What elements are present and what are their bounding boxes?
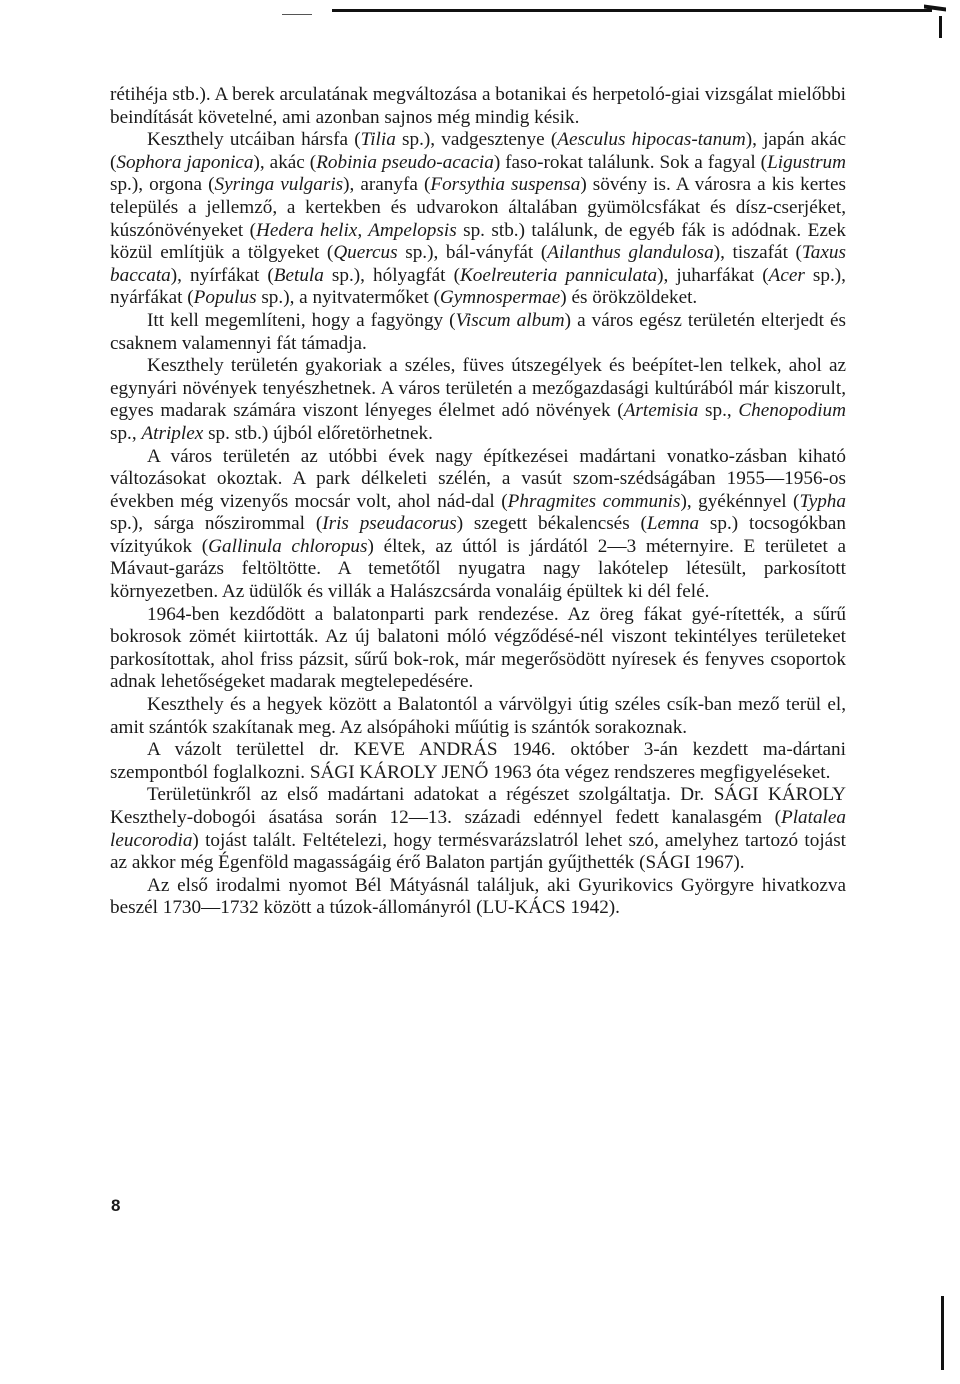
text-run: sp.), bál-ványfát (: [397, 242, 548, 264]
text-run: sp.) tocsogókban vízityúkok (: [110, 513, 846, 557]
italic-text: Koelreuteria panniculata: [460, 264, 658, 286]
italic-text: Sophora japonica: [116, 151, 254, 173]
italic-text: Platalea leucorodia: [110, 807, 846, 851]
page-number: 8: [111, 1196, 121, 1215]
paragraph: [110, 784, 846, 874]
paragraph: [110, 739, 846, 784]
italic-text: Hedera helix, Ampelopsis: [256, 219, 457, 241]
italic-text: Robinia pseudo-acacia: [316, 151, 494, 173]
italic-text: Phragmites communis: [507, 490, 681, 512]
text-run: ), aranyfa (: [343, 174, 431, 196]
paragraph: [110, 310, 846, 355]
italic-text: Tilia: [360, 129, 396, 151]
text-run: Az első irodalmi nyomot Bél Mátyásnál találjuk, aki Gyurikovics Györgyre hivatkozva beszél 1730—1732 között a túzok-állományról (LU-KÁCS 1942).: [110, 874, 846, 919]
italic-text: Betula: [273, 264, 324, 286]
text-run: sp.), hólyagfát (: [323, 264, 460, 286]
italic-text: Populus: [193, 287, 257, 309]
text-run: ) faso-rokat találunk. Sok a fagyal (: [493, 151, 768, 173]
italic-text: Chenopodium: [738, 400, 847, 422]
header-rule: [332, 9, 932, 12]
paragraph: [110, 446, 846, 604]
text-run: sp.,: [698, 400, 739, 422]
text-run: ) szegett békalencsés (: [456, 513, 647, 535]
text-run: ) a város egész területén elterjedt és csaknem valamennyi fát támadja.: [110, 309, 846, 354]
italic-text: Atriplex: [141, 422, 204, 444]
text-run: sp.), nyárfákat (: [110, 264, 846, 309]
text-run: A város területén az utóbbi évek nagy építkezései madártani vonatko-zásban kiható változásokat okoztak. A park délkeleti szélén, a vasút szom-szédságában 1955—1956-os években még vizenyős mocsár volt, ahol nád-dal (: [110, 445, 846, 512]
text-run: sp. stb.) találunk, de egyéb fák is adódnak. Ezek közül említjük a tölgyeket (: [110, 219, 846, 264]
italic-text: Aesculus hipocas-tanum: [557, 129, 746, 151]
text-run: 1964-ben kezdődött a balatonparti park rendezése. Az öreg fákat gyé-rítették, a sűrű bokrosok zömét kiirtották. Az új balatoni móló végződésé-nél viszont tekintélyes területeket parkosítottak, ahol friss pázsit, sűrű bok-rok, már megerősödött nyíresek és fenyves csoportok adnak lehetőségeket madarak megtelepedésére.: [110, 603, 846, 693]
scan-mark-top: [939, 16, 942, 38]
text-run: Keszthely területén gyakoriak a széles, füves útszegélyek és beépítet-len telkek, ahol az egynyári növények tenyészhetnek. A város területén a mezőgazdasági kultúrából már kiszorult, egyes madarak számára viszont lényeges élelmet adó növények (: [110, 355, 846, 422]
paragraph: [110, 604, 846, 694]
italic-text: Artemisia: [623, 400, 699, 422]
page-body-text: [110, 84, 846, 920]
text-run: ), japán akác (: [110, 129, 846, 173]
italic-text: Gymnospermae: [439, 287, 561, 309]
italic-text: Viscum album: [455, 309, 565, 331]
paragraph: [110, 875, 846, 920]
text-run: A vázolt területtel dr. KEVE ANDRÁS 1946. október 3-án kezdett ma-dártani szempontból foglalkozni. SÁGI KÁROLY JENŐ 1963 óta végez rendszeres megfigyeléseket.: [110, 739, 846, 783]
text-run: ), tiszafát (: [713, 242, 802, 264]
text-run: sp.,: [110, 422, 142, 444]
paragraph: [110, 129, 846, 310]
text-run: Keszthely és a hegyek között a Balatontól a várvölgyi útig széles csík-ban mező terül el, amit szántók szakítanak meg. Az alsópáhoki műútig is szántók sorakoznak.: [110, 694, 846, 738]
italic-text: Ailanthus glandulosa: [547, 242, 714, 264]
italic-text: Lemna: [646, 513, 700, 535]
italic-text: Taxus baccata: [110, 242, 846, 286]
text-run: ), akác (: [253, 151, 317, 173]
paragraph: [110, 84, 846, 129]
text-run: ) éltek, az úttól is járdától 2—3 méternyire. E területet a Mávaut-garázs feltöltötte. A temetőtől nyugatra nagy lakótelep létesült, parkosított környezetben. Az üdülők és villák a Halászcsárda vonaláig épültek ki dél felé.: [110, 535, 846, 603]
header-rule-short: [282, 14, 312, 15]
text-run: ) tojást talált. Feltételezi, hogy termésvarázslatról lehet szó, amelyhez tartozó tojást az akkor még Égenföld magasságáig érő Balaton partján gyűjthették (SÁGI 1967).: [110, 829, 846, 874]
text-run: sp.), a nyitvatermőket (: [256, 287, 440, 309]
italic-text: Iris pseudacorus: [322, 513, 457, 535]
text-run: ), nyírfákat (: [170, 264, 274, 286]
text-run: ), gyékénnyel (: [680, 490, 800, 512]
paragraph: [110, 355, 846, 445]
text-run: ), juharfákat (: [657, 264, 769, 286]
text-run: ) sövény is. A városra a kis kertes település a jellemző, a kertekben és udvarokon általában gyümölcsfákat és dísz-cserjéket, kúszónövényeket (: [110, 174, 846, 241]
italic-text: Acer: [768, 264, 805, 286]
text-run: sp.), vadgesztenye (: [395, 129, 558, 151]
italic-text: Gallinula chloropus: [208, 535, 368, 557]
italic-text: Typha: [799, 490, 846, 512]
text-run: Területünkről az első madártani adatokat a régészet szolgáltatja. Dr. SÁGI KÁROLY Keszthely-dobogói ásatása során 12—13. századi edénnyel fedett kanalasgém (: [110, 784, 846, 828]
text-run: rétihéja stb.). A berek arculatának megváltozása a botanikai és herpetoló-giai vizsgálat mielőbbi beindítását követelné, ami azonban sajnos még mindig késik.: [110, 84, 846, 128]
italic-text: Forsythia suspensa: [430, 174, 581, 196]
text-run: sp.), sárga nőszirommal (: [110, 513, 323, 535]
text-run: ) és örökzöldeket.: [560, 287, 698, 309]
scan-mark-bottom: [941, 1296, 944, 1370]
text-run: Keszthely utcáiban hársfa (: [147, 129, 361, 151]
text-run: sp. stb.) újból előretörhetnek.: [203, 422, 433, 444]
italic-text: Quercus: [333, 242, 398, 264]
text-run: sp.), orgona (: [110, 174, 215, 196]
paragraph: [110, 694, 846, 739]
italic-text: Ligustrum: [767, 151, 846, 173]
text-run: Itt kell megemlíteni, hogy a fagyöngy (: [147, 309, 456, 331]
italic-text: Syringa vulgaris: [214, 174, 344, 196]
